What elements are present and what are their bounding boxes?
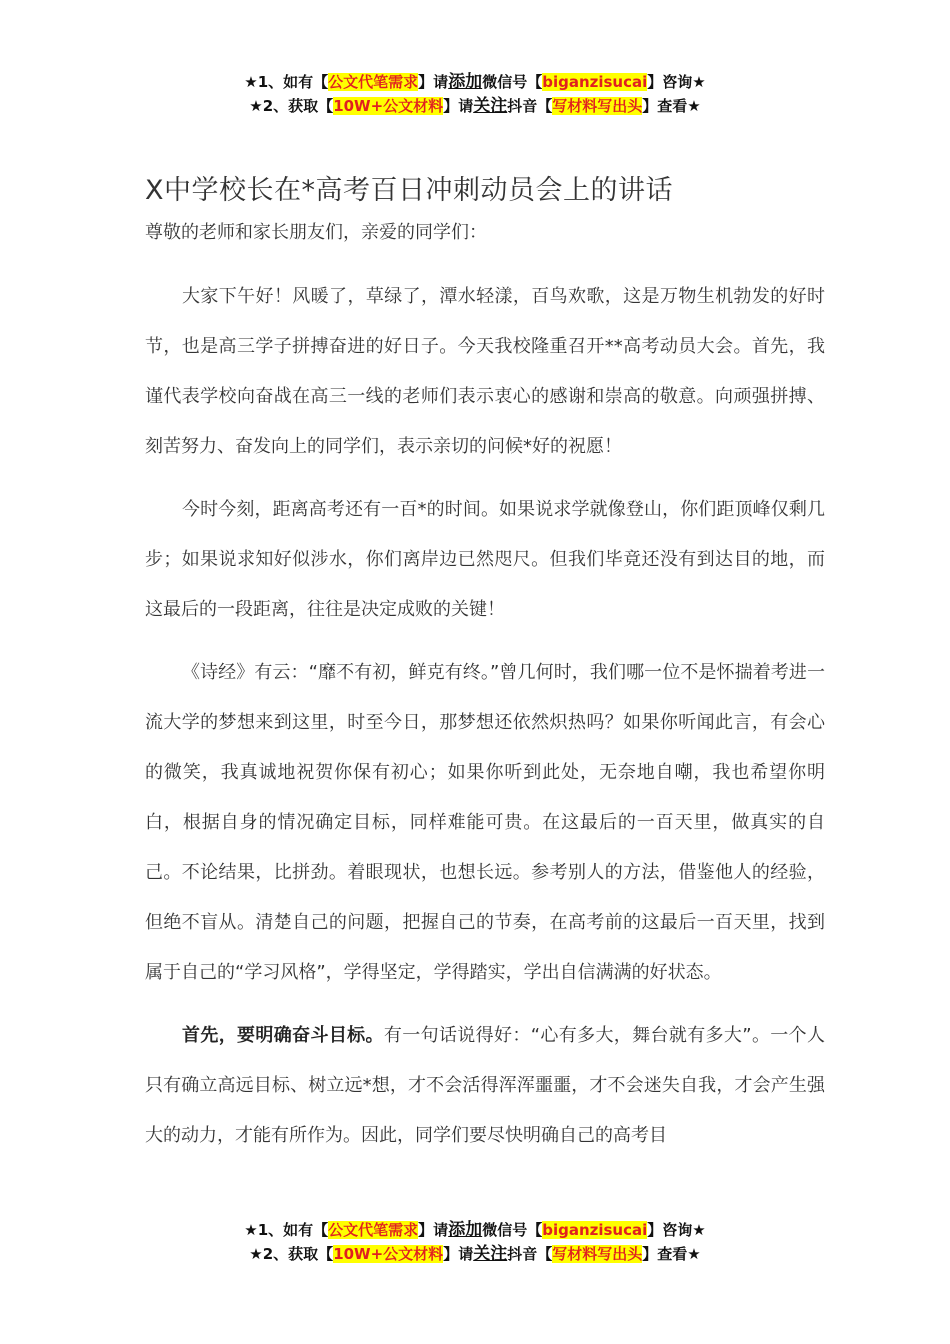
banner-text: ★1、如有【: [244, 1221, 329, 1239]
highlight-service: 公文代笔需求: [328, 73, 419, 91]
footer-banner: [0, 1218, 950, 1266]
banner-line-1: [0, 70, 950, 94]
paragraph: 《诗经》有云：“靡不有初，鲜克有终。”曾几何时，我们哪一位不是怀揣着考进一流大学的梦想来到这里，时至今日，那梦想还依然炽热吗？如果你听闻此言，有会心的微笑，我真诚地祝贺你保有初心；如果你听到此处，无奈地自嘲，我也希望你明白，根据自身的情况确定目标，同样难能可贵。在这最后的一百天里，做真实的自己。不论结果，比拼劲。着眼现状，也想长远。参考别人的方法，借鉴他人的经验，但绝不盲从。清楚自己的问题，把握自己的节奏，在高考前的这最后一百天里，找到属于自己的“学习风格”，学得坚定，学得踏实，学出自信满满的好状态。: [145, 662, 825, 983]
banner-text: 微信号【: [482, 1221, 543, 1239]
banner-text: 微信号【: [482, 73, 543, 91]
document-body: [145, 272, 825, 1174]
banner-emphasis: 关注: [473, 1244, 508, 1264]
paragraph-lead-bold: 首先，要明确奋斗目标。: [182, 1025, 384, 1046]
banner-text: 】请: [443, 97, 474, 115]
paragraph: 今时今刻，距离高考还有一百*的时间。如果说求学就像登山，你们距顶峰仅剩几步；如果说求知好似涉水，你们离岸边已然咫尺。但我们毕竟还没有到达目的地，而这最后的一段距离，往往是决定成败的关键！: [145, 499, 825, 620]
banner-text: 】查看★: [642, 97, 701, 115]
banner-text: 】请: [443, 1245, 474, 1263]
highlight-materials: 10W+公文材料: [333, 1245, 444, 1263]
paragraph-text: 有一句话说得好：“心有多大，舞台就有多大”。一个人只有确立高远目标、树立远*想，才不会活得浑浑噩噩，才不会迷失自我，才会产生强大的动力，才能有所作为。因此，同学们要尽快明确自己的高考目: [145, 1025, 826, 1146]
paragraph: 大家下午好！风暖了，草绿了，潭水轻漾，百鸟欢歌，这是万物生机勃发的好时节，也是高三学子拼搏奋进的好日子。今天我校隆重召开**高考动员大会。首先，我谨代表学校向奋战在高三一线的老师们表示衷心的感谢和崇高的敬意。向顽强拼搏、刻苦努力、奋发向上的同学们，表示亲切的问候*好的祝愿！: [145, 286, 825, 457]
banner-text: ★1、如有【: [244, 73, 329, 91]
banner-line-2: [0, 1242, 950, 1266]
highlight-service: 公文代笔需求: [328, 1221, 419, 1239]
banner-emphasis: 关注: [473, 96, 508, 116]
document-title: X中学校长在*高考百日冲刺动员会上的讲话: [145, 175, 673, 207]
banner-emphasis: 添加: [448, 72, 483, 92]
greeting: 尊敬的老师和家长朋友们，亲爱的同学们：: [145, 222, 487, 243]
highlight-wechat-id: biganzisucai: [542, 1221, 648, 1239]
banner-text: 】查看★: [642, 1245, 701, 1263]
banner-text: 】咨询★: [647, 73, 706, 91]
paragraph: [145, 1011, 825, 1161]
banner-text: 抖音【: [507, 1245, 553, 1263]
banner-text: 】请: [418, 1221, 449, 1239]
banner-line-1: [0, 1218, 950, 1242]
header-banner: [0, 70, 950, 118]
banner-text: 】请: [418, 73, 449, 91]
highlight-douyin-account: 写材料写出头: [552, 97, 643, 115]
banner-text: ★2、获取【: [249, 1245, 334, 1263]
banner-emphasis: 添加: [448, 1220, 483, 1240]
highlight-wechat-id: biganzisucai: [542, 73, 648, 91]
banner-text: ★2、获取【: [249, 97, 334, 115]
highlight-materials: 10W+公文材料: [333, 97, 444, 115]
banner-text: 抖音【: [507, 97, 553, 115]
banner-text: 】咨询★: [647, 1221, 706, 1239]
highlight-douyin-account: 写材料写出头: [552, 1245, 643, 1263]
banner-line-2: [0, 94, 950, 118]
